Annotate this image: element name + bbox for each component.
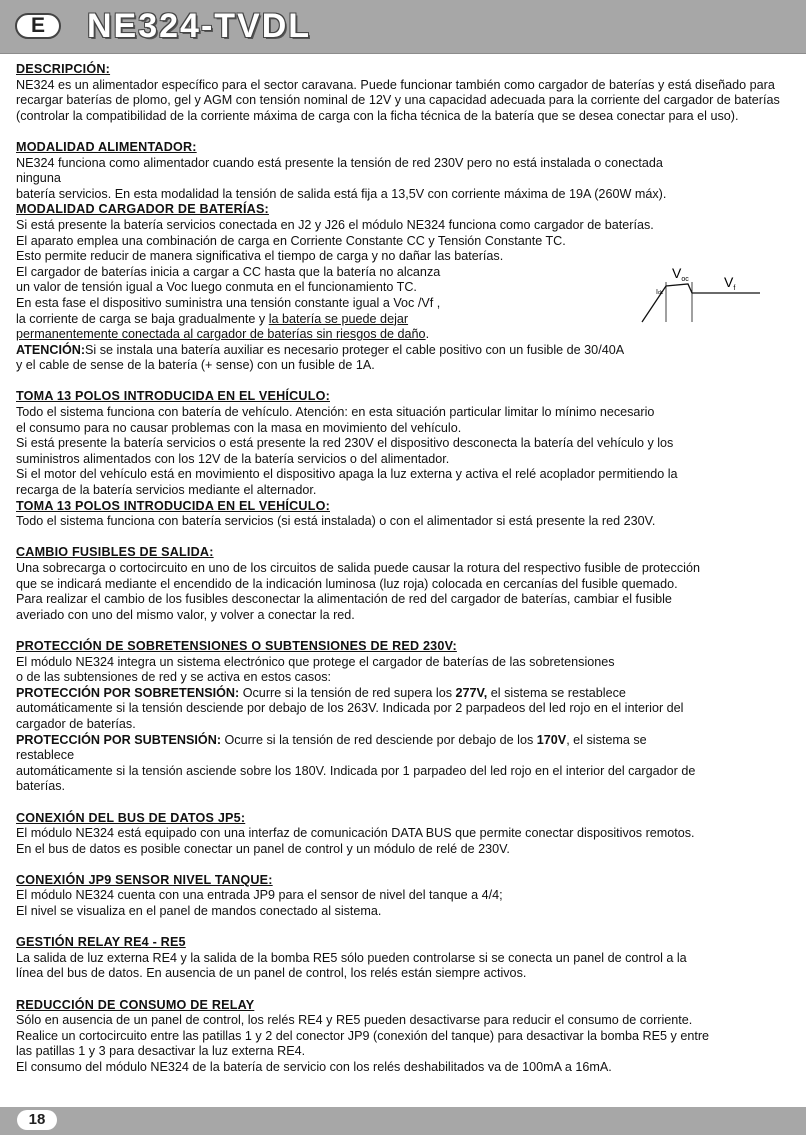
text-line: En esta fase el dispositivo suministra una tensión constante igual a Voc /Vf , bbox=[16, 295, 441, 310]
text-span: Si se instala una batería auxiliar es necesario proteger el cable positivo con un fusible de 30/40A bbox=[85, 342, 625, 357]
section-descripcion bbox=[16, 62, 794, 124]
text-line: NE324 funciona como alimentador cuando está presente la tensión de red 230V pero no está instalada o conectada bbox=[16, 155, 663, 170]
section-proteccion bbox=[16, 639, 794, 795]
voc-label: $V_{oc}$ bbox=[672, 265, 689, 283]
section-heading: CAMBIO FUSIBLES DE SALIDA: bbox=[16, 545, 214, 560]
text-line: El aparato emplea una combinación de carga en Corriente Constante CC y Tensión Constante TC. bbox=[16, 233, 566, 248]
section-heading: TOMA 13 POLOS INTRODUCIDA EN EL VEHÍCULO: bbox=[16, 389, 330, 404]
text-line: cargador de baterías. bbox=[16, 716, 136, 731]
section-cargador bbox=[16, 202, 794, 374]
text-line: El módulo NE324 integra un sistema electrónico que protege el cargador de baterías de las sobretensiones bbox=[16, 654, 615, 669]
text-span: Ocurre si la tensión de red desciende por debajo de los bbox=[221, 732, 537, 747]
undervoltage-label: PROTECCIÓN POR SUBTENSIÓN: bbox=[16, 732, 222, 747]
vf-label: $V_f$ bbox=[724, 274, 736, 292]
document-body bbox=[16, 62, 794, 1091]
underlined-text: permanentemente conectada al cargador de baterías sin riesgos de daño bbox=[16, 327, 426, 342]
section-heading: TOMA 13 POLOS INTRODUCIDA EN EL VEHÍCULO: bbox=[16, 498, 330, 513]
language-badge: E bbox=[15, 13, 61, 39]
text-line: batería servicios. En esta modalidad la tensión de salida está fija a 13,5V con corriente máxima de 19A (260W máx). bbox=[16, 186, 667, 201]
section-toma-13-polos-2 bbox=[16, 499, 794, 530]
text-line: recarga de la batería servicios mediante el alternador. bbox=[16, 483, 317, 498]
section-heading: MODALIDAD CARGADOR DE BATERÍAS: bbox=[16, 202, 269, 217]
text-line: línea del bus de datos. En ausencia de un panel de control, los relés están siempre activos. bbox=[16, 966, 527, 981]
text-line: las patillas 1 y 3 para desactivar la luz externa RE4. bbox=[16, 1044, 306, 1059]
text-line: que se indicará mediante el encendido de la indicación luminosa (luz roja) colocada en cercanías del fusible quemado. bbox=[16, 576, 678, 591]
text-line: Si el motor del vehículo está en movimiento el dispositivo apaga la luz externa y activa el relé acoplador permitiendo la bbox=[16, 467, 678, 482]
text-line: baterías. bbox=[16, 779, 66, 794]
text-span: la corriente de carga se baja gradualmente y bbox=[16, 311, 269, 326]
section-jp9-sensor bbox=[16, 873, 794, 920]
text-line: Si está presente la batería servicios conectada en J2 y J26 el módulo NE324 funciona como cargador de baterías. bbox=[16, 217, 654, 232]
section-reduccion-consumo bbox=[16, 998, 794, 1076]
text-line: El nivel se visualiza en el panel de mandos conectado al sistema. bbox=[16, 904, 382, 919]
text-line: suministros alimentados con los 12V de la batería servicios o del alimentador. bbox=[16, 451, 450, 466]
section-bus-datos bbox=[16, 811, 794, 858]
attention-label: ATENCIÓN: bbox=[16, 342, 86, 357]
section-heading: DESCRIPCIÓN: bbox=[16, 62, 111, 76]
paragraph: NE324 es un alimentador específico para el sector caravana. Puede funcionar también como cargador de baterías y está diseñado para recargar baterías de plomo, gel y AGM con tensión nominal de 12V y una capacidad adecuada para la corriente del cargador de baterías (controlar la compatibilidad de la corriente máxima de carga con la ficha técnica de la batería que se desea conectar para el uso). bbox=[16, 77, 780, 123]
text-line bbox=[16, 327, 794, 343]
overvoltage-value: 277V, bbox=[455, 685, 488, 700]
text-line: El módulo NE324 cuenta con una entrada JP9 para el sensor de nivel del tanque a 4/4; bbox=[16, 888, 503, 903]
page-footer bbox=[0, 1107, 806, 1135]
text-line: El cargador de baterías inicia a cargar a CC hasta que la batería no alcanza bbox=[16, 264, 441, 279]
text-line: un valor de tensión igual a Voc luego conmuta en el funcionamiento TC. bbox=[16, 280, 417, 295]
text-span: Ocurre si la tensión de red supera los bbox=[239, 685, 456, 700]
text-line: Una sobrecarga o cortocircuito en uno de los circuitos de salida puede causar la rotura del respectivo fusible de protección bbox=[16, 561, 700, 575]
section-toma-13-polos-1 bbox=[16, 389, 794, 498]
text-line: Esto permite reducir de manera significativa el tiempo de carga y no dañar las baterías. bbox=[16, 249, 504, 264]
section-heading: REDUCCIÓN DE CONSUMO DE RELAY bbox=[16, 997, 255, 1012]
text-line bbox=[16, 733, 794, 749]
text-line: ninguna bbox=[16, 171, 61, 186]
page-header bbox=[0, 0, 806, 54]
text-line: El consumo del módulo NE324 de la batería de servicio con los relés deshabilitados va de 100mA a 16mA. bbox=[16, 1060, 612, 1074]
section-heading: PROTECCIÓN DE SOBRETENSIONES O SUBTENSIONES DE RED 230V: bbox=[16, 638, 457, 653]
text-line: automáticamente si la tensión asciende sobre los 180V. Indicada por 1 parpadeo del led rojo en el interior del cargador de bbox=[16, 763, 696, 778]
text-line bbox=[16, 686, 794, 702]
section-heading: GESTIÓN RELAY RE4 - RE5 bbox=[16, 935, 186, 950]
text-line: averiado con uno del mismo valor, y volver a conectar la red. bbox=[16, 607, 355, 622]
text-line bbox=[16, 343, 794, 359]
overvoltage-label: PROTECCIÓN POR SOBRETENSIÓN: bbox=[16, 685, 240, 700]
page-number: 18 bbox=[17, 1110, 57, 1130]
text-line: Para realizar el cambio de los fusibles desconectar la alimentación de red del cargador de baterías, cambiar el fusible bbox=[16, 592, 672, 607]
model-title: NE324-TVDL bbox=[87, 7, 312, 45]
text-line: el consumo para no causar problemas con la masa en movimiento del vehículo. bbox=[16, 420, 462, 435]
text-line: El módulo NE324 está equipado con una interfaz de comunicación DATA BUS que permite conectar dispositivos remotos. bbox=[16, 826, 695, 841]
text-line bbox=[16, 312, 794, 328]
section-gestion-relay bbox=[16, 935, 794, 982]
text-line: Realice un cortocircuito entre las patillas 1 y 2 del conector JP9 (conexión del tanque) para desactivar la bomba RE5 y entre bbox=[16, 1028, 710, 1043]
underlined-text: la batería se puede dejar bbox=[268, 311, 409, 326]
text-line: restablece bbox=[16, 748, 75, 763]
current-label: Idc bbox=[656, 289, 664, 296]
text-span: el sistema se restablece bbox=[487, 685, 626, 700]
text-line: La salida de luz externa RE4 y la salida de la bomba RE5 sólo pueden controlarse si se conecta un panel de control a la bbox=[16, 950, 687, 965]
text-line: o de las subtensiones de red y se activa en estos casos: bbox=[16, 670, 332, 685]
undervoltage-value: 170V bbox=[536, 732, 567, 747]
text-line: y el cable de sense de la batería (+ sense) con un fusible de 1A. bbox=[16, 358, 375, 373]
text-line: Si está presente la batería servicios o está presente la red 230V el dispositivo desconecta la batería del vehículo y los bbox=[16, 436, 674, 451]
section-alimentador bbox=[16, 140, 794, 202]
section-heading: MODALIDAD ALIMENTADOR: bbox=[16, 139, 197, 154]
section-fusibles bbox=[16, 545, 794, 623]
section-heading: CONEXIÓN JP9 SENSOR NIVEL TANQUE: bbox=[16, 872, 273, 887]
section-heading: CONEXIÓN DEL BUS DE DATOS JP5: bbox=[16, 810, 246, 825]
text-span: . bbox=[425, 327, 430, 342]
text-line: En el bus de datos es posible conectar un panel de control y un módulo de relé de 230V. bbox=[16, 841, 510, 856]
text-line: Todo el sistema funciona con batería servicios (si está instalada) o con el alimentador si está presente la red 230V. bbox=[16, 514, 656, 529]
text-span: , el sistema se bbox=[566, 732, 647, 747]
text-line: Todo el sistema funciona con batería de vehículo. Atención: en esta situación particular limitar lo mínimo necesario bbox=[16, 405, 655, 420]
text-line: Sólo en ausencia de un panel de control, los relés RE4 y RE5 pueden desactivarse para reducir el consumo de corriente. bbox=[16, 1013, 693, 1028]
text-line: automáticamente si la tensión desciende por debajo de los 263V. Indicada por 2 parpadeos del led rojo en el interior del bbox=[16, 701, 684, 716]
